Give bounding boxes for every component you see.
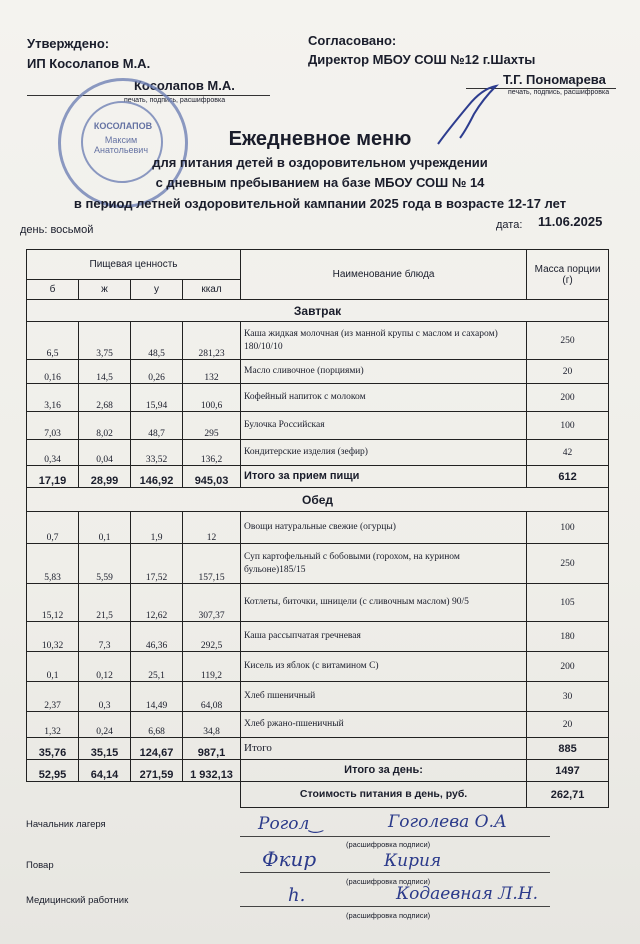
kcal-cell: 945,03	[183, 466, 241, 488]
kcal-cell: 12	[183, 512, 241, 544]
table-row	[27, 584, 609, 622]
mass-cell: 100	[527, 412, 609, 440]
dish-name-cell: Итого	[241, 738, 527, 760]
dish-name-cell: Масло сливочное (порциями)	[241, 360, 527, 384]
protein-cell: 0,1	[27, 652, 79, 682]
fat-cell: 0,1	[79, 512, 131, 544]
carbs-cell: 271,59	[131, 760, 183, 782]
mass-cell: 200	[527, 652, 609, 682]
approved-label: Утверждено:	[27, 36, 110, 51]
protein-cell: 10,32	[27, 622, 79, 652]
kcal-header: ккал	[183, 280, 241, 300]
camp-head-label: Начальник лагеря	[26, 819, 106, 830]
kcal-cell: 34,8	[183, 712, 241, 738]
table-row	[27, 440, 609, 466]
protein-cell: 17,19	[27, 466, 79, 488]
cook-handwritten-name: Кирия	[384, 851, 442, 871]
subtitle-line-1: для питания детей в оздоровительном учреждении	[152, 155, 488, 170]
carbs-cell: 146,92	[131, 466, 183, 488]
carbs-cell: 1,9	[131, 512, 183, 544]
carbs-cell: 17,52	[131, 544, 183, 584]
table-row	[27, 384, 609, 412]
menu-table	[26, 249, 609, 808]
table-row	[27, 412, 609, 440]
date-value: 11.06.2025	[538, 214, 603, 229]
carbs-cell: 15,94	[131, 384, 183, 412]
fat-cell: 5,59	[79, 544, 131, 584]
cook-signature: Фкир	[262, 847, 317, 871]
medic-handwritten-name: Кодаевная Л.Н.	[396, 884, 539, 904]
stamp-name: КОСОЛАПОВ	[93, 121, 153, 131]
fat-cell: 64,14	[79, 760, 131, 782]
dish-name-cell: Кофейный напиток с молоком	[241, 384, 527, 412]
carbs-cell: 6,68	[131, 712, 183, 738]
carbs-cell: 48,5	[131, 322, 183, 360]
fat-cell: 28,99	[79, 466, 131, 488]
camp-head-caption: (расшифровка подписи)	[346, 840, 431, 849]
stamp-subname: Максим Анатольевич	[93, 135, 149, 155]
dish-name-cell: Итого за прием пищи	[241, 466, 527, 488]
mass-cell: 180	[527, 622, 609, 652]
kcal-cell: 1 932,13	[183, 760, 241, 782]
carbs-cell: 25,1	[131, 652, 183, 682]
table-row	[27, 360, 609, 384]
table-row	[27, 682, 609, 712]
dish-name-header: Наименование блюда	[241, 250, 527, 300]
table-row	[27, 512, 609, 544]
carbs-cell: 46,36	[131, 622, 183, 652]
fat-cell: 14,5	[79, 360, 131, 384]
fat-header: ж	[79, 280, 131, 300]
dish-name-cell: Котлеты, биточки, шницели (с сливочным маслом) 90/5	[241, 584, 527, 622]
carbs-cell: 124,67	[131, 738, 183, 760]
protein-cell: 35,76	[27, 738, 79, 760]
fat-cell: 2,68	[79, 384, 131, 412]
kcal-cell: 307,37	[183, 584, 241, 622]
agreed-position: Директор МБОУ СОШ №12 г.Шахты	[308, 52, 536, 67]
approved-org: ИП Косолапов М.А.	[27, 56, 151, 71]
protein-cell: 0,34	[27, 440, 79, 466]
fat-cell: 0,24	[79, 712, 131, 738]
carbs-cell: 14,49	[131, 682, 183, 712]
lunch-section-title: Обед	[27, 488, 609, 512]
mass-cell: 1497	[527, 760, 609, 782]
kcal-cell: 987,1	[183, 738, 241, 760]
kcal-cell: 64,08	[183, 682, 241, 712]
fat-cell: 8,02	[79, 412, 131, 440]
kcal-cell: 281,23	[183, 322, 241, 360]
cook-caption: (расшифровка подписи)	[346, 877, 431, 886]
fat-cell: 0,12	[79, 652, 131, 682]
day-total-row	[27, 760, 609, 782]
carbs-cell: 0,26	[131, 360, 183, 384]
cost-row	[27, 782, 609, 808]
agreed-sign-caption: печать, подпись, расшифровка	[508, 89, 610, 96]
carbs-cell: 48,7	[131, 412, 183, 440]
breakfast-total-row	[27, 466, 609, 488]
kcal-cell: 136,2	[183, 440, 241, 466]
mass-cell: 105	[527, 584, 609, 622]
fat-cell: 0,04	[79, 440, 131, 466]
dish-name-cell: Хлеб ржано-пшеничный	[241, 712, 527, 738]
mass-cell: 30	[527, 682, 609, 712]
dish-name-cell: Кисель из яблок (с витамином С)	[241, 652, 527, 682]
mass-cell: 100	[527, 512, 609, 544]
approved-sign-caption: печать, подпись, расшифровка	[124, 97, 226, 104]
mass-cell: 42	[527, 440, 609, 466]
protein-cell: 0,16	[27, 360, 79, 384]
camp-head-handwritten-name: Гоголева О.А	[388, 812, 507, 832]
medic-sign-line	[240, 906, 550, 907]
agreed-signer: Т.Г. Пономарева	[503, 72, 606, 87]
mass-cell: 20	[527, 360, 609, 384]
mass-cell: 250	[527, 544, 609, 584]
camp-head-sign-line	[240, 836, 550, 837]
kcal-cell: 292,5	[183, 622, 241, 652]
dish-name-cell: Хлеб пшеничный	[241, 682, 527, 712]
table-row	[27, 712, 609, 738]
kcal-cell: 157,15	[183, 544, 241, 584]
kcal-cell: 119,2	[183, 652, 241, 682]
fat-cell: 21,5	[79, 584, 131, 622]
protein-cell: 52,95	[27, 760, 79, 782]
medic-signature: ℎ.	[288, 885, 306, 906]
carbs-cell: 12,62	[131, 584, 183, 622]
fat-cell: 7,3	[79, 622, 131, 652]
fat-cell: 35,15	[79, 738, 131, 760]
carbs-cell: 33,52	[131, 440, 183, 466]
protein-cell: 0,7	[27, 512, 79, 544]
carbs-header: у	[131, 280, 183, 300]
dish-name-cell: Овощи натуральные свежие (огурцы)	[241, 512, 527, 544]
dish-name-cell: Булочка Российская	[241, 412, 527, 440]
dish-name-cell: Суп картофельный с бобовыми (горохом, на курином бульоне)185/15	[241, 544, 527, 584]
day-label: день: восьмой	[20, 224, 94, 236]
kcal-cell: 132	[183, 360, 241, 384]
table-row	[27, 652, 609, 682]
cook-sign-line	[240, 872, 550, 873]
approved-signer: Косолапов М.А.	[134, 78, 235, 93]
lunch-total-row	[27, 738, 609, 760]
kcal-cell: 100,6	[183, 384, 241, 412]
mass-cell: 612	[527, 466, 609, 488]
cost-label: Стоимость питания в день, руб.	[241, 782, 527, 808]
kcal-cell: 295	[183, 412, 241, 440]
mass-cell: 20	[527, 712, 609, 738]
protein-cell: 7,03	[27, 412, 79, 440]
date-label: дата:	[496, 219, 523, 231]
protein-cell: 1,32	[27, 712, 79, 738]
mass-cell: 250	[527, 322, 609, 360]
protein-cell: 15,12	[27, 584, 79, 622]
table-row	[27, 622, 609, 652]
breakfast-section-title: Завтрак	[27, 300, 609, 322]
mass-cell: 200	[527, 384, 609, 412]
agreed-label: Согласовано:	[308, 33, 397, 48]
dish-name-cell: Каша жидкая молочная (из манной крупы с маслом и сахаром) 180/10/10	[241, 322, 527, 360]
fat-cell: 0,3	[79, 682, 131, 712]
protein-cell: 3,16	[27, 384, 79, 412]
protein-cell: 2,37	[27, 682, 79, 712]
medic-label: Медицинский работник	[26, 895, 129, 906]
protein-header: б	[27, 280, 79, 300]
dish-name-cell: Итого за день:	[241, 760, 527, 782]
portion-mass-header: Масса порции (г)	[527, 250, 609, 300]
menu-title: Ежедневное меню	[228, 128, 412, 150]
table-row	[27, 544, 609, 584]
dish-name-cell: Каша рассыпчатая гречневая	[241, 622, 527, 652]
protein-cell: 5,83	[27, 544, 79, 584]
dish-name-cell: Кондитерские изделия (зефир)	[241, 440, 527, 466]
cook-label: Повар	[26, 860, 54, 871]
camp-head-signature: Рогол‿	[258, 814, 323, 834]
mass-cell: 885	[527, 738, 609, 760]
protein-cell: 6,5	[27, 322, 79, 360]
subtitle-line-3: в период летней оздоровительной кампании 2025 года в возрасте 12-17 лет	[73, 196, 567, 211]
nutrition-header: Пищевая ценность	[27, 250, 241, 280]
fat-cell: 3,75	[79, 322, 131, 360]
subtitle-line-2: с дневным пребыванием на базе МБОУ СОШ № 14	[155, 175, 485, 190]
medic-caption: (расшифровка подписи)	[346, 911, 431, 920]
table-row	[27, 322, 609, 360]
cost-value: 262,71	[527, 782, 609, 808]
